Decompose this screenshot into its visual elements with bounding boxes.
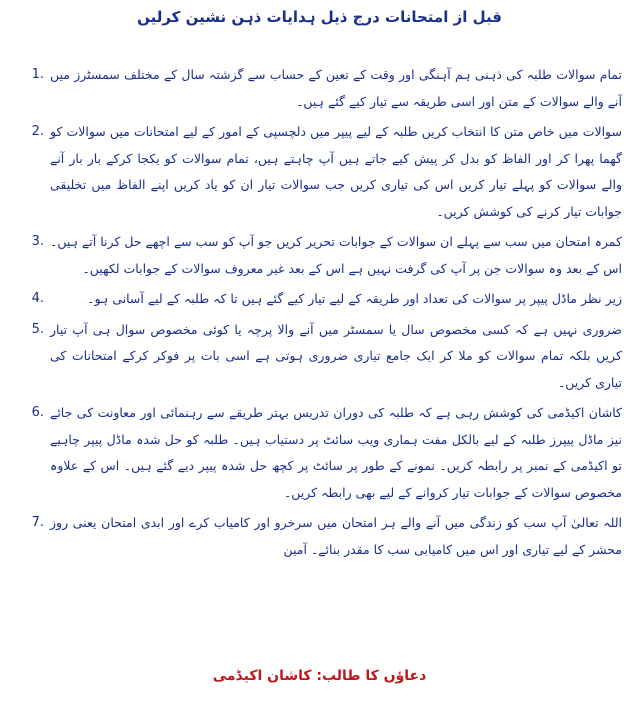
item-text: سوالات میں خاص متن کا انتخاب کریں طلبہ کے لیے پیپر میں دلچسپی کے امور کے لیے امتحانات میں سوالات کو گھما پھرا کر اور الفاظ کو بدل کر پیش کیے جاتے ہیں آپ چاہتے ہیں، تمام سوالات کو یکجا کرکے بار بار آنے والے سوالات کو پہلے تیار کریں اس کی تیاری کریں جب سوالات تیار ان کو یاد کریں اپنے الفاظ میں تخلیقی جوابات تیار کرنے کی کوشش کریں۔ bbox=[50, 124, 622, 219]
item-text: تمام سوالات طلبہ کی ذہنی ہم آہنگی اور وقت کے تعین کے حساب سے گزشتہ سال کے مختلف سمسٹرز میں آنے والے سوالات کے متن اور اسی طریقہ سے تیار کیے گئے ہیں۔ bbox=[50, 67, 622, 109]
item-number: 6. bbox=[31, 405, 44, 420]
instructions-list bbox=[10, 62, 630, 567]
item-number: 3. bbox=[31, 234, 44, 249]
item-text: کمرہ امتحان میں سب سے پہلے ان سوالات کے جوابات تحریر کریں جو آپ کو سب سے اچھے حل کرنا آتے ہیں۔ اس کے بعد وہ سوالات جن پر آپ کی گرفت نہیں ہے اس کے بعد غیر معروف سوالات کے جوابات لکھیں۔ bbox=[50, 234, 622, 276]
instruction-item-3 bbox=[10, 229, 630, 282]
instruction-item-5 bbox=[10, 317, 630, 397]
item-text: ضروری نہیں ہے کہ کسی مخصوص سال یا سمسٹر میں آنے والا پرچہ یا کوئی مخصوص سوال ہی آپ تیار کریں بلکہ تمام سوالات کو ملا کر ایک جامع تیاری ضروری ہوتی ہے اسی بات پر فوکر کرکے امتحانات کی تیاری کریں۔ bbox=[50, 321, 622, 390]
page-title: قبل از امتحانات درج ذیل ہدایات ذہن نشین کرلیں bbox=[137, 8, 502, 26]
instruction-item-7 bbox=[10, 510, 630, 563]
instruction-item-6 bbox=[10, 400, 630, 506]
item-number: 5. bbox=[31, 321, 44, 337]
instruction-item-1 bbox=[10, 62, 630, 115]
instruction-item-2 bbox=[10, 119, 630, 225]
signature-footer: دعاؤں کا طالب: کاشان اکیڈمی bbox=[212, 668, 427, 684]
item-number: 7. bbox=[31, 515, 44, 530]
item-number: 2. bbox=[31, 124, 44, 139]
item-text: کاشان اکیڈمی کی کوشش رہی ہے کہ طلبہ کی دوران تدریس بہتر طریقے سے رہنمائی اور معاونت کی جائے نیز ماڈل پیپرز طلبہ کے لیے بالکل مفت ہماری ویب سائٹ پر دستیاب ہیں۔ طلبہ کو حل شدہ ماڈل پیپر چاہیے تو اکیڈمی کے نمبر پر رابطہ کریں۔ نمونے کے طور پر سائٹ پر کچھ حل شدہ پیپر دیے گئے ہیں۔ اس کے علاوہ مخصوص سوالات کے جوابات تیار کروانے کے لیے بھی رابطہ کریں۔ bbox=[50, 405, 622, 500]
item-text: اللہ تعالیٰ آپ سب کو زندگی میں آنے والے ہر امتحان میں سرخرو اور کامیاب کرے اور ابدی امتحان یعنی روز محشر کے لیے تیاری اور اس میں کامیابی سب کا مقدر بنائے۔ آمین bbox=[50, 515, 622, 557]
item-text: زیر نظر ماڈل پیپر پر سوالات کی تعداد اور طریقہ کے لیے تیار کیے گئے ہیں تا کہ طلبہ کے لیے آسانی ہو۔ bbox=[87, 291, 622, 306]
instruction-item-4 bbox=[10, 286, 630, 313]
item-number: 4. bbox=[31, 291, 44, 306]
item-number: 1. bbox=[31, 67, 44, 82]
